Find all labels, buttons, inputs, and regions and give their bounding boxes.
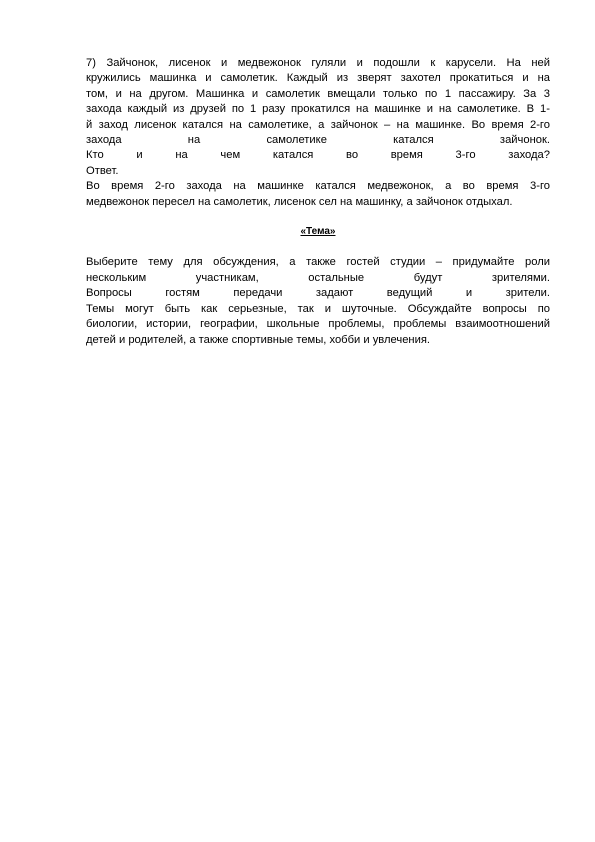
document-page	[86, 56, 550, 348]
section-body	[86, 255, 550, 347]
text-line: й заход лисенок катался на самолетике, а зайчонок – на машинке. Во время 2-го	[86, 118, 550, 131]
answer-label: Ответ.	[86, 164, 119, 177]
text-line: захода каждый из друзей по 1 разу прокатился на машинке и на самолетике. В 1-	[86, 103, 550, 116]
text-line: Вопросы гостям передачи задают ведущий и зрители.	[86, 287, 550, 300]
section-title: «Тема»	[300, 226, 336, 238]
question-line: Кто и на чем катался во время 3-го захода?	[86, 149, 550, 162]
text-line: захода на самолетике катался зайчонок.	[86, 134, 550, 147]
text-line: кружились машинка и самолетик. Каждый из зверят захотел прокатиться и на	[86, 72, 550, 85]
text-line: нескольким участникам, остальные будут зрителями.	[86, 271, 550, 284]
answer-line: медвежонок пересел на самолетик, лисенок сел на машинку, а зайчонок отдыхал.	[86, 195, 513, 208]
text-line: Выберите тему для обсуждения, а также гостей студии – придумайте роли	[86, 256, 550, 269]
answer-line: Во время 2-го захода на машинке катался медвежонок, а во время 3-го	[86, 180, 550, 193]
text-line: Темы могут быть как серьезные, так и шуточные. Обсуждайте вопросы по	[86, 302, 550, 315]
text-line: 7) Зайчонок, лисенок и медвежонок гуляли и подошли к карусели. На ней	[86, 57, 550, 69]
text-line: том, и на другом. Машинка и самолетик вмещали только по 1 пассажиру. За 3	[86, 87, 550, 100]
text-line: детей и родителей, а также спортивные темы, хобби и увлечения.	[86, 333, 431, 346]
text-line: биологии, истории, географии, школьные проблемы, проблемы взаимоотношений	[86, 318, 550, 331]
problem-block	[86, 56, 550, 210]
